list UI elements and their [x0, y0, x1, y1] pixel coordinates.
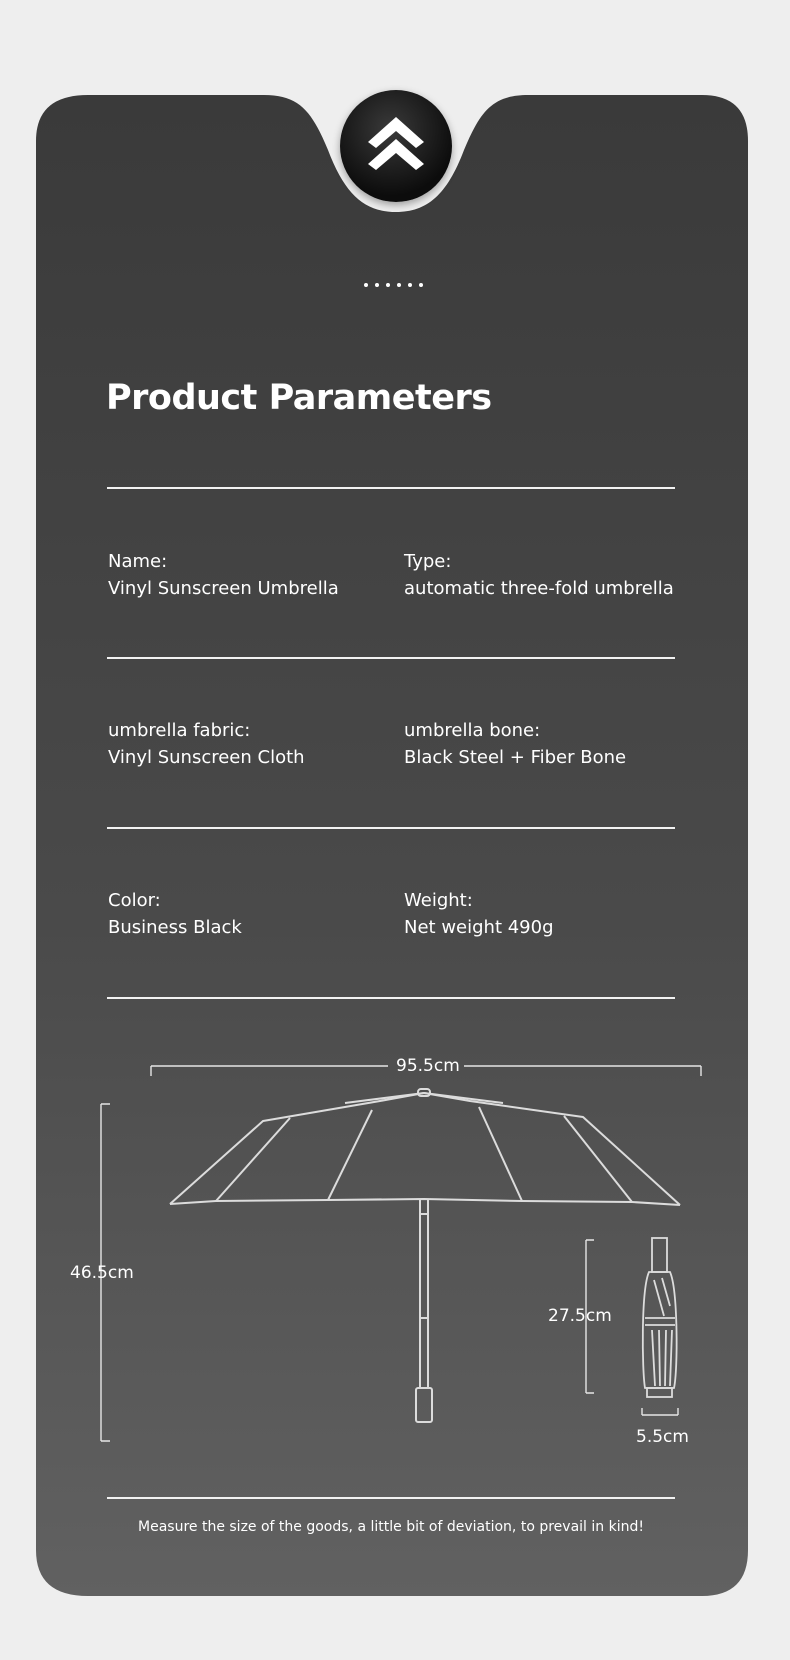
page-title: Product Parameters	[106, 378, 492, 418]
folded-diameter-label: 5.5cm	[636, 1427, 689, 1447]
open-height-label: 46.5cm	[70, 1263, 134, 1283]
disclaimer-note: Measure the size of the goods, a little bit of deviation, to prevail in kind!	[138, 1519, 644, 1535]
folded-umbrella	[643, 1238, 677, 1397]
param-label: umbrella fabric:	[108, 720, 251, 741]
open-umbrella	[170, 1089, 680, 1422]
folded-length-label: 27.5cm	[548, 1306, 612, 1326]
param-value: automatic three-fold umbrella	[404, 578, 674, 599]
divider	[107, 1497, 675, 1499]
folded-diameter-dimension-line	[642, 1408, 678, 1415]
param-value: Business Black	[108, 917, 242, 938]
open-width-label: 95.5cm	[396, 1056, 460, 1076]
param-label: Color:	[108, 890, 161, 911]
param-value: Net weight 490g	[404, 917, 554, 938]
param-value: Vinyl Sunscreen Cloth	[108, 747, 305, 768]
param-label: Name:	[108, 551, 168, 572]
param-label: Weight:	[404, 890, 473, 911]
param-value: Black Steel + Fiber Bone	[404, 747, 627, 768]
param-label: umbrella bone:	[404, 720, 541, 741]
param-label: Type:	[404, 551, 452, 572]
param-value: Vinyl Sunscreen Umbrella	[108, 578, 339, 599]
